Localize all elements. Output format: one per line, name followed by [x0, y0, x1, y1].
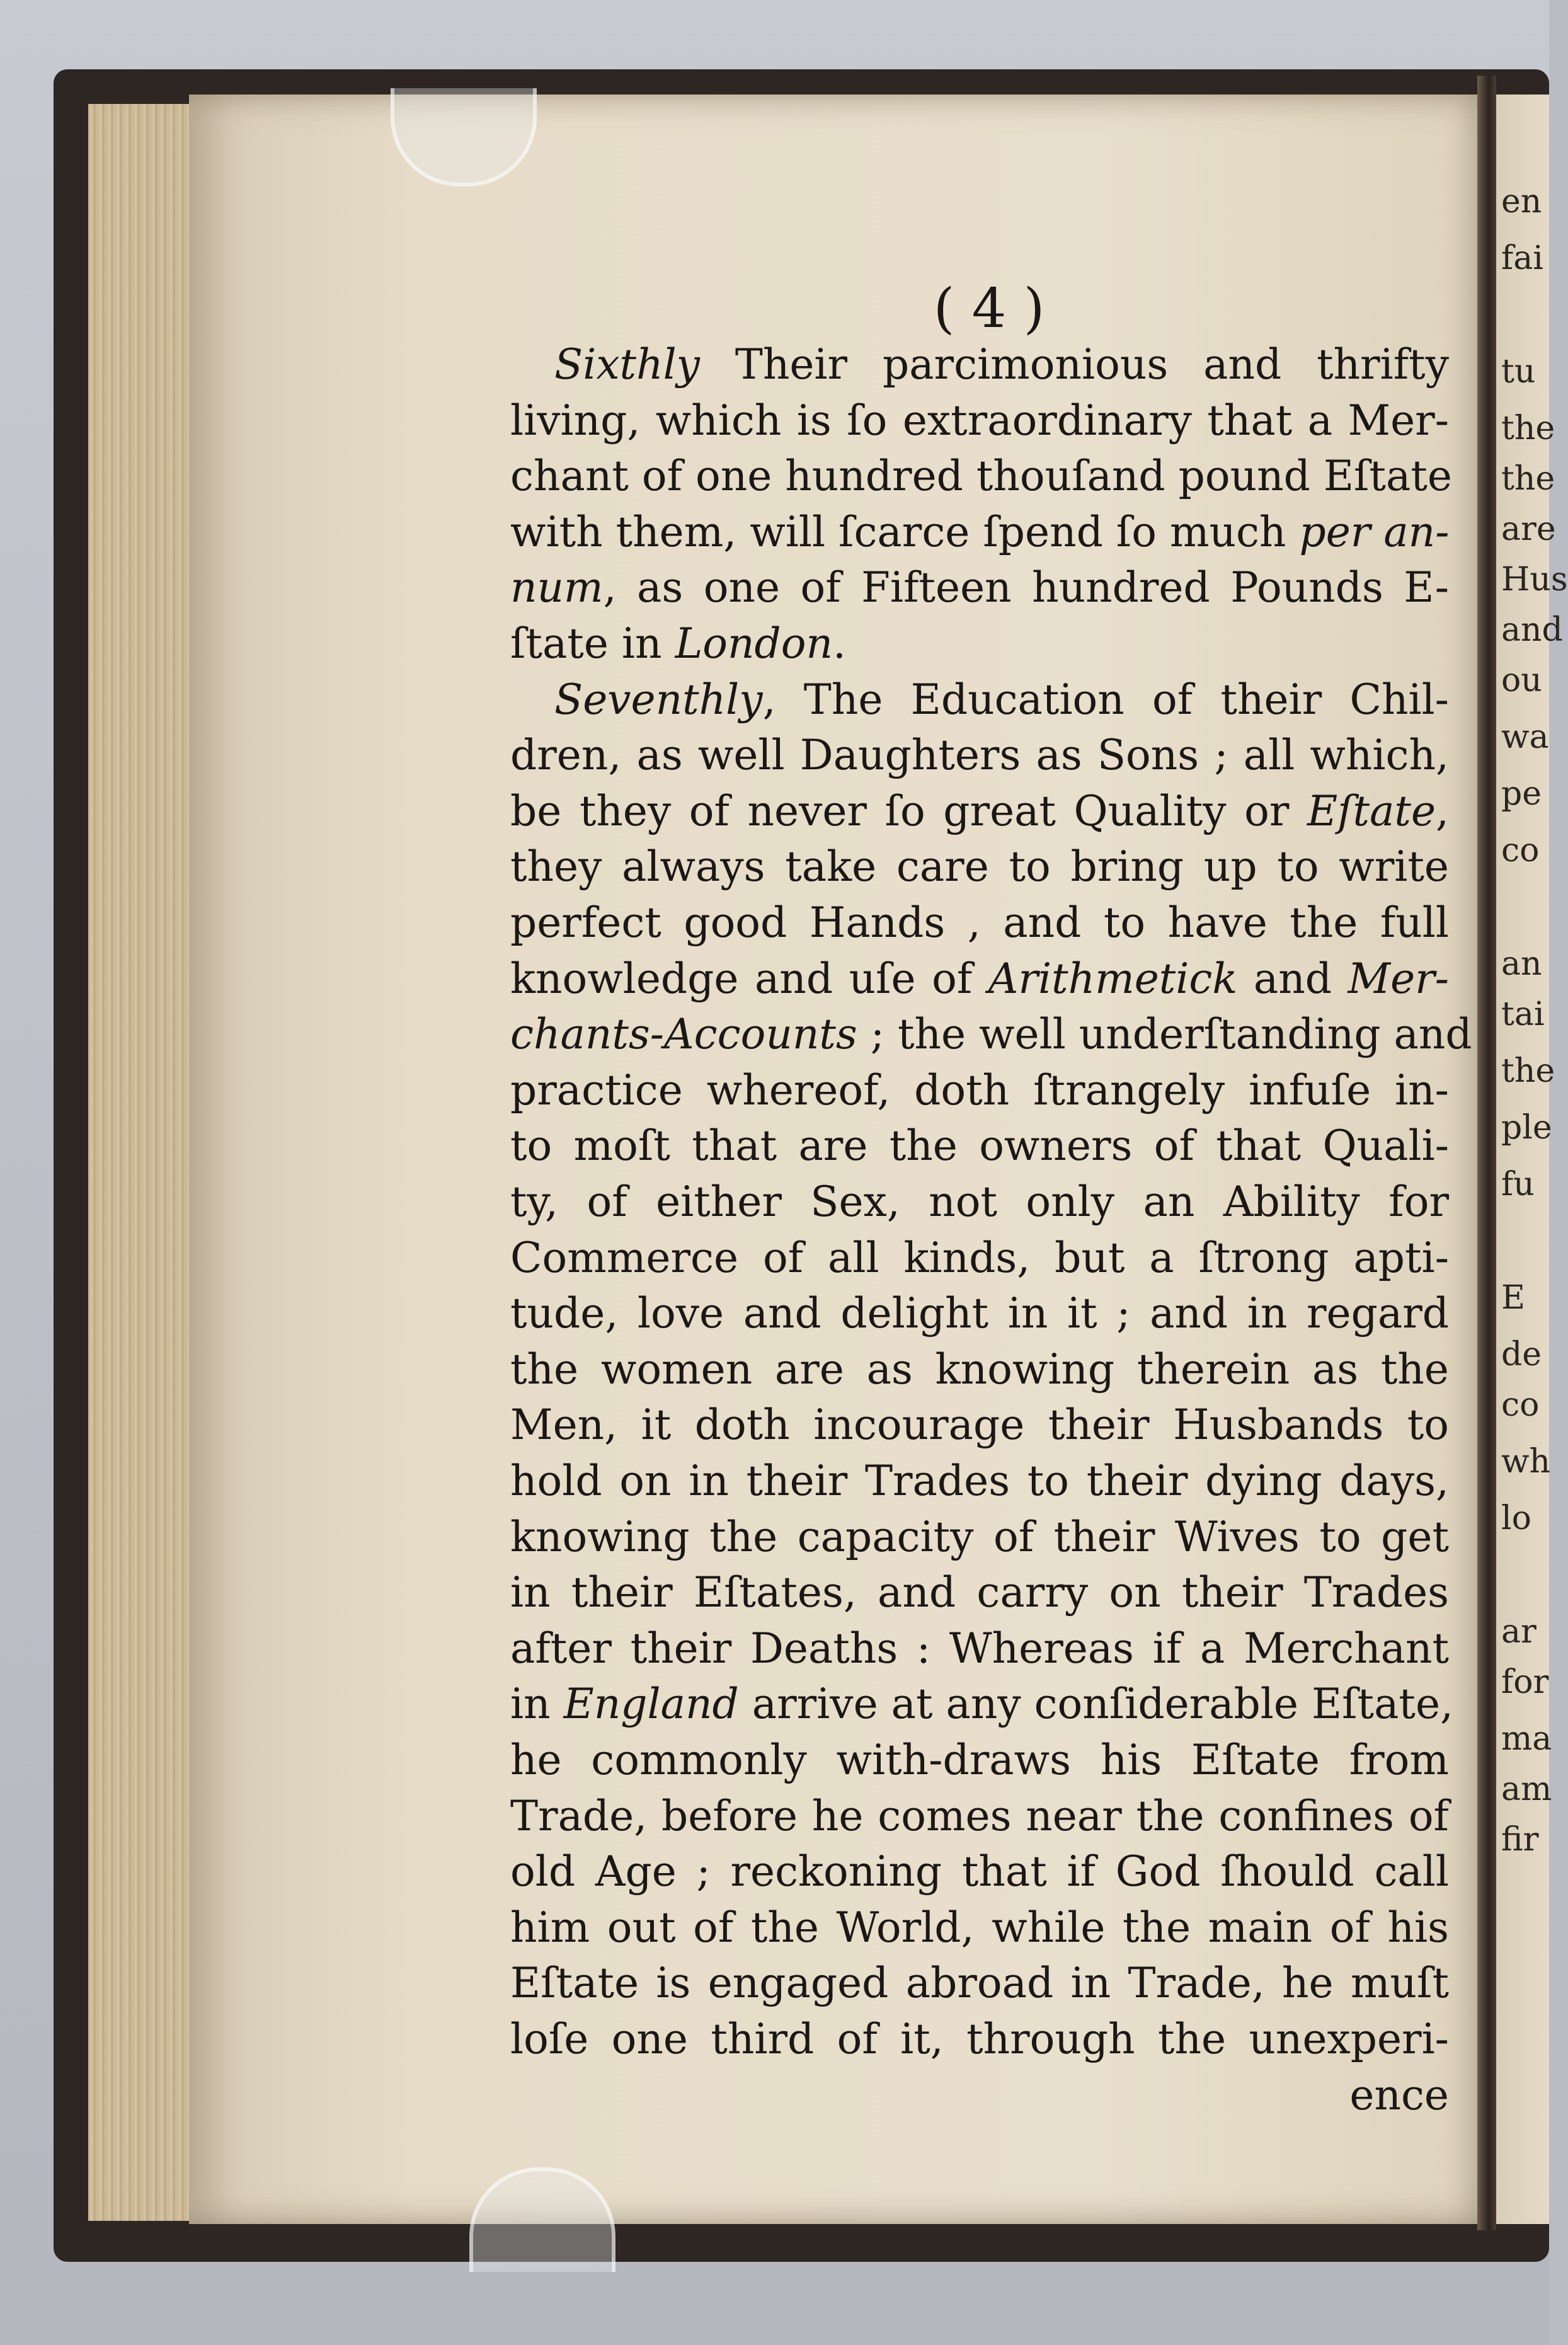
text-run: him out of the World, while the main of his: [510, 1903, 1449, 1952]
text-run: ,: [1436, 786, 1449, 835]
facing-page-fragment: de: [1501, 1336, 1542, 1373]
text-line: [510, 2012, 1449, 2067]
facing-page-fragment: fir: [1501, 1821, 1539, 1859]
text-line: [510, 1453, 1449, 1509]
catchword: ence: [1349, 2070, 1449, 2119]
text-line: [510, 1844, 1449, 1900]
facing-page-fragment: for: [1501, 1663, 1549, 1701]
text-line: [510, 728, 1449, 783]
facing-page-fragment: tu: [1501, 353, 1536, 391]
facing-page-fragment: are: [1501, 510, 1556, 548]
italic-word: Sixthly: [554, 340, 700, 389]
facing-page-fragment: the: [1501, 410, 1555, 447]
text-run: Men, it doth incourage their Husbands to: [510, 1401, 1449, 1450]
italic-word: England: [563, 1680, 739, 1729]
facing-page-fragment: pe: [1501, 775, 1542, 813]
facing-page-fragment: and: [1501, 611, 1563, 649]
text-line: [510, 1174, 1449, 1230]
text-line: [510, 1286, 1449, 1341]
text-line: [510, 1510, 1449, 1565]
text-line: [510, 1230, 1449, 1286]
facing-page-fragment: ma: [1501, 1720, 1552, 1758]
text-line: [510, 1677, 1453, 1732]
facing-page-fragment: E: [1501, 1279, 1525, 1317]
text-run: , The Education of their Chil-: [762, 675, 1449, 724]
text-line: [510, 1342, 1449, 1397]
text-run: ty, of either Sex, not only an Ability for: [510, 1178, 1449, 1226]
italic-word: per an-: [1299, 507, 1450, 556]
text-run: to moſt that are the owners of that Quali-: [510, 1121, 1449, 1171]
text-line: [510, 1565, 1449, 1620]
text-line: [510, 1621, 1449, 1677]
text-run: Trade, before he comes near the confines of: [510, 1791, 1449, 1840]
text-run: ſtate in: [510, 619, 675, 668]
text-run: ; the well underſtanding and: [857, 1010, 1472, 1059]
page-number: ( 4 ): [933, 277, 1045, 340]
italic-word: London: [675, 619, 833, 668]
facing-page-fragment: ple: [1501, 1109, 1552, 1147]
text-line: [510, 895, 1449, 951]
facing-page-fragment: wh: [1501, 1443, 1550, 1481]
text-line: [510, 1900, 1449, 1956]
text-line: [510, 616, 1449, 672]
text-run: tude, love and delight in it ; and in regard: [510, 1289, 1449, 1338]
facing-page-fragment: ou: [1501, 662, 1542, 699]
text-line: [554, 672, 1449, 728]
italic-word: chants-Accounts: [510, 1010, 857, 1059]
facing-page-fragment: the: [1501, 1052, 1555, 1090]
facing-page-fragment: ar: [1501, 1613, 1537, 1651]
facing-page-fragment: co: [1501, 832, 1540, 869]
facing-page-fragment: fai: [1501, 239, 1543, 277]
text-run: chant of one hundred thouſand pound Eſtate: [510, 452, 1452, 501]
facing-page-fragment: co: [1501, 1386, 1540, 1424]
text-run: with them, will ſcarce ſpend ſo much: [510, 507, 1300, 556]
text-line: [510, 1118, 1449, 1174]
text-line: [510, 1063, 1449, 1118]
text-run: in: [510, 1680, 564, 1729]
text-line: [510, 951, 1449, 1007]
italic-word: Eſtate: [1307, 786, 1436, 835]
text-run: they always take care to bring up to write: [510, 842, 1449, 892]
text-run: knowledge and uſe of: [510, 954, 988, 1003]
text-run: after their Deaths : Whereas if a Merchant: [510, 1624, 1449, 1673]
facing-page-fragment: fu: [1501, 1166, 1535, 1203]
text-line: [510, 449, 1452, 504]
text-run: arrive at any conſiderable Eſtate,: [738, 1680, 1453, 1729]
facing-page-fragment: tai: [1501, 995, 1545, 1033]
text-line: [510, 505, 1449, 560]
text-run: dren, as well Daughters as Sons ; all which,: [510, 731, 1449, 780]
facing-page-fragment: the: [1501, 460, 1555, 498]
text-run: knowing the capacity of their Wives to get: [510, 1512, 1449, 1561]
text-run: old Age ; reckoning that if God ſhould call: [510, 1847, 1449, 1896]
text-run: the women are as knowing therein as the: [510, 1345, 1449, 1394]
facing-page: [1496, 95, 1568, 2224]
text-run: be they of never ſo great Quality or: [510, 786, 1307, 835]
text-run: loſe one third of it, through the unexperi-: [510, 2015, 1449, 2063]
text-line: [510, 393, 1449, 449]
text-line: [510, 784, 1449, 839]
facing-page-fragment: an: [1501, 945, 1542, 983]
text-run: Commerce of all kinds, but a ſtrong apti-: [510, 1233, 1449, 1282]
text-run: and: [1237, 954, 1348, 1003]
facing-page-fragment: lo: [1501, 1499, 1531, 1537]
text-line: [510, 1956, 1449, 2011]
text-run: Eſtate is engaged abroad in Trade, he muſt: [510, 1959, 1449, 2008]
text-line: [510, 1733, 1449, 1788]
text-run: perfect good Hands , and to have the full: [510, 898, 1449, 947]
text-run: he commonly with-draws his Eſtate from: [510, 1736, 1449, 1784]
text-run: in their Eſtates, and carry on their Trades: [510, 1568, 1449, 1617]
italic-word: Mer-: [1348, 954, 1449, 1003]
text-run: practice whereof, doth ſtrangely infuſe in-: [510, 1065, 1449, 1115]
italic-word: Arithmetick: [988, 954, 1238, 1003]
text-line: [510, 1007, 1472, 1062]
book-gutter: [1477, 76, 1496, 2230]
text-line: [510, 839, 1449, 895]
italic-word: Seventhly: [554, 675, 763, 724]
italic-word: num: [510, 563, 604, 612]
facing-page-fragment: en: [1501, 183, 1542, 221]
facing-page-fragment: Hus: [1501, 561, 1568, 599]
text-run: , as one of Fifteen hundred Pounds E-: [603, 563, 1449, 612]
facing-page-fragment: wa: [1501, 718, 1549, 756]
text-line: [510, 1397, 1449, 1453]
text-run: Their parcimonious and thrifty: [699, 340, 1449, 389]
text-run: living, which is ſo extraordinary that a Mer-: [510, 396, 1449, 445]
text-line: [510, 1789, 1449, 1844]
facing-page-fragment: am: [1501, 1770, 1552, 1808]
text-line: [510, 560, 1449, 616]
text-line: [554, 337, 1449, 393]
text-run: .: [833, 619, 847, 668]
text-run: hold on in their Trades to their dying days,: [510, 1457, 1449, 1505]
